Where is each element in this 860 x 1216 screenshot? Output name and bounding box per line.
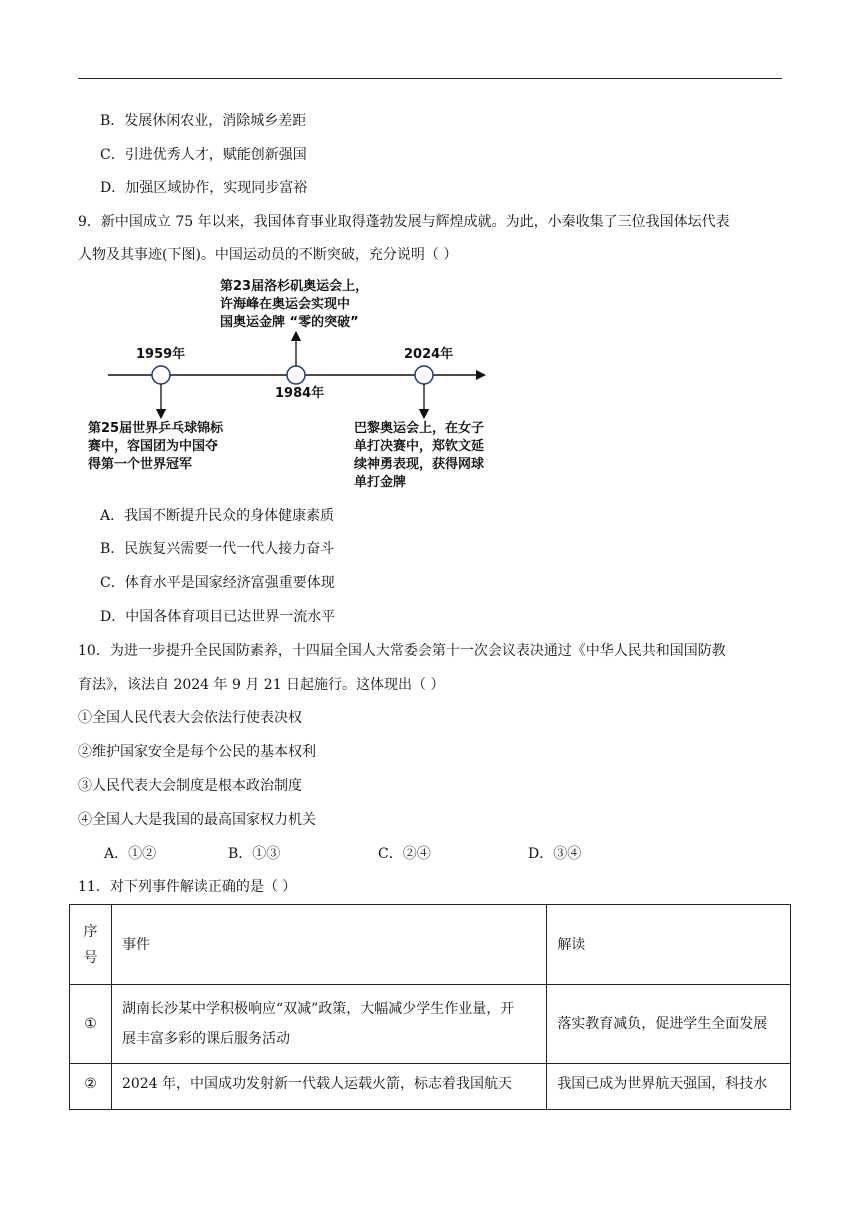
row1-event bbox=[111, 985, 546, 1064]
q10-option-a: A．①② bbox=[104, 846, 157, 862]
q10-statement-1: ①全国人民代表大会依法行使表决权 bbox=[78, 710, 302, 726]
q9-option-b: B．民族复兴需要一代一代人接力奋斗 bbox=[100, 541, 335, 557]
q10-stem-line1: 10．为进一步提升全民国防素养，十四届全国人大常委会第十一次会议表决通过《中华人民共和国国防教 bbox=[78, 643, 726, 659]
node-1959 bbox=[152, 366, 170, 384]
event-2024-line3: 续神勇表现，获得网球 bbox=[354, 457, 485, 472]
event-1984-line2: 许海峰在奥运会实现中 bbox=[220, 297, 351, 312]
event-1959-line2: 赛中，容国团为中国夺 bbox=[88, 439, 219, 454]
q10-option-c: C．②④ bbox=[378, 846, 431, 862]
row2-reading: 我国已成为世界航天强国，科技水 bbox=[547, 1064, 791, 1110]
q9-stem-line2: 人物及其事迹(下图)。中国运动员的不断突破，充分说明（ ） bbox=[78, 247, 458, 263]
q8-option-c: C．引进优秀人才，赋能创新强国 bbox=[100, 147, 307, 163]
q9-option-a: A．我国不断提升民众的身体健康素质 bbox=[100, 508, 335, 524]
event-2024-line2: 单打决赛中，郑钦文延 bbox=[354, 439, 485, 454]
row1-reading: 落实教育减负，促进学生全面发展 bbox=[547, 985, 791, 1064]
q9-stem-line1: 9．新中国成立 75 年以来，我国体育事业取得蓬勃发展与辉煌成就。为此，小秦收集了三位我国体坛代表 bbox=[78, 214, 730, 230]
q9-option-c: C．体育水平是国家经济富强重要体现 bbox=[100, 575, 335, 591]
row1-no: ① bbox=[70, 985, 112, 1064]
q9-option-d: D．中国各体育项目已达世界一流水平 bbox=[100, 609, 336, 625]
header-event: 事件 bbox=[111, 905, 546, 985]
q10-option-d: D．③④ bbox=[528, 846, 582, 862]
event-2024-line1: 巴黎奥运会上，在女子 bbox=[354, 421, 485, 436]
q11-stem: 11．对下列事件解读正确的是（ ） bbox=[78, 879, 297, 895]
year-1959: 1959年 bbox=[136, 347, 186, 362]
node-2024 bbox=[415, 366, 433, 384]
timeline-svg bbox=[78, 276, 508, 496]
event-2024-line4: 单打金牌 bbox=[354, 475, 407, 490]
table-header-row bbox=[70, 905, 791, 985]
q9-timeline-figure bbox=[78, 276, 508, 496]
row1-event-line2: 展丰富多彩的课后服务活动 bbox=[121, 1031, 290, 1047]
year-1984: 1984年 bbox=[275, 386, 325, 401]
header-reading: 解读 bbox=[547, 905, 791, 985]
row2-no: ② bbox=[70, 1064, 112, 1110]
event-1959-line3: 得第一个世界冠军 bbox=[88, 457, 193, 472]
row1-event-line1: 湖南长沙某中学积极响应“双减”政策，大幅减少学生作业量，开 bbox=[121, 1001, 515, 1017]
event-1984-line3: 国奥运金牌 “零的突破” bbox=[220, 315, 359, 330]
timeline-arrowhead bbox=[476, 370, 486, 380]
event-1984-line1: 第23届洛杉矶奥运会上， bbox=[220, 279, 369, 294]
node-1984 bbox=[287, 366, 305, 384]
year-2024: 2024年 bbox=[404, 347, 454, 362]
q8-option-b: B．发展休闲农业，消除城乡差距 bbox=[100, 113, 307, 129]
q8-option-d: D．加强区域协作，实现同步富裕 bbox=[100, 180, 308, 196]
q10-stem-line2: 育法》，该法自 2024 年 9 月 21 日起施行。这体现出（ ） bbox=[78, 677, 445, 693]
row2-event: 2024 年，中国成功发射新一代载人运载火箭，标志着我国航天 bbox=[111, 1064, 546, 1110]
q10-statement-2: ②维护国家安全是每个公民的基本权利 bbox=[78, 744, 316, 760]
q11-event-table bbox=[69, 904, 791, 1110]
q10-option-b: B．①③ bbox=[228, 846, 281, 862]
event-1959-line1: 第25届世界乒乓球锦标 bbox=[88, 421, 224, 436]
header-no-text: 序号 bbox=[83, 923, 98, 966]
table-row bbox=[70, 985, 791, 1064]
header-no bbox=[70, 905, 112, 985]
table-row bbox=[70, 1064, 791, 1110]
q10-statement-4: ④全国人大是我国的最高国家权力机关 bbox=[78, 812, 316, 828]
q10-statement-3: ③人民代表大会制度是根本政治制度 bbox=[78, 778, 302, 794]
header-rule bbox=[78, 78, 782, 79]
